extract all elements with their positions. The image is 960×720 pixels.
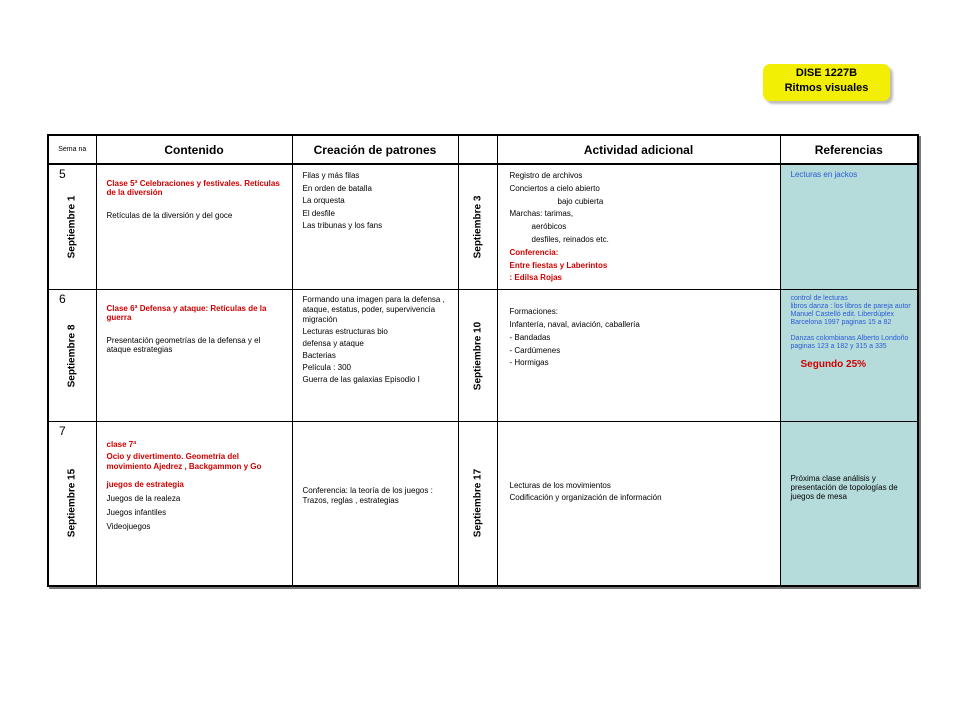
header-row: [48, 135, 918, 164]
pattern-item: Bacterias: [302, 351, 336, 361]
activity-item: Formaciones:: [509, 307, 558, 317]
reference-cell: [780, 290, 918, 422]
week-label: Septiembre 1: [66, 195, 78, 259]
activity-conference: : Edilsa Rojas: [509, 273, 562, 283]
activity-item: - Bandadas: [509, 332, 551, 342]
date-cell: [458, 290, 497, 422]
class-number: 5: [59, 167, 66, 181]
pattern-item: Película : 300: [302, 363, 351, 373]
content-title: Clase 6ª Defensa y ataque: Retículas de la guerra: [106, 304, 267, 323]
activity-item: - Hormigas: [509, 358, 549, 368]
pattern-item: Lecturas estructuras bio: [302, 327, 388, 337]
activity-cell: [497, 422, 780, 586]
pattern-item: Las tribunas y los fans: [302, 221, 383, 230]
date-cell: [458, 422, 497, 586]
activity-conference: Conferencia:: [509, 247, 559, 257]
activity-item: Codificación y organización de información: [509, 493, 662, 503]
content-cell: [96, 290, 292, 422]
pattern-item: Filas y más filas: [302, 171, 360, 180]
content-text: Presentación geometrías de la defensa y el ataque estrategias: [106, 336, 261, 355]
activity-item: Registro de archivos: [509, 171, 583, 180]
header-contenido: Contenido: [96, 135, 292, 164]
patterns-cell: [292, 422, 458, 586]
course-subtitle: Ritmos visuales: [784, 82, 869, 94]
table-row: [48, 422, 918, 586]
activity-item: desfiles, reinados etc.: [531, 234, 609, 244]
header-creacion: Creación de patrones: [292, 135, 458, 164]
pattern-item: La orquesta: [302, 196, 345, 205]
activity-item: Infantería, naval, aviación, caballería: [509, 319, 640, 329]
content-text: Retículas de la diversión y del goce: [106, 211, 233, 220]
class-number: 7: [59, 424, 66, 439]
content-title: Ocio y divertimento. Geometría del movimiento Ajedrez , Backgammon y Go: [106, 452, 262, 472]
grade-percentage: Segundo 25%: [800, 359, 867, 371]
header-semana: Sema na: [48, 135, 96, 164]
activity-conference: Entre fiestas y Laberintos: [509, 260, 608, 270]
week-cell: [48, 164, 96, 290]
activity-cell: [497, 290, 780, 422]
content-title: Clase 5ª Celebraciones y festivales. Retículas de la diversión: [106, 179, 280, 197]
table-row: [48, 290, 918, 422]
header-blank: [458, 135, 497, 164]
pattern-item: defensa y ataque: [302, 339, 364, 349]
course-badge: [763, 64, 890, 101]
patterns-cell: [292, 290, 458, 422]
pattern-item: Guerra de las galaxias Episodio I: [302, 375, 420, 385]
activity-cell: [497, 164, 780, 290]
activity-item: Marchas: tarimas,: [509, 209, 574, 219]
schedule-table: [47, 134, 919, 587]
week-label: Septiembre 15: [66, 469, 78, 538]
pattern-item: Formando una imagen para la defensa , ataque, estatus, poder, supervivencia migración: [302, 295, 445, 325]
activity-item: Lecturas de los movimientos: [509, 481, 611, 491]
reference-text: Próxima clase análisis y presentación de topologías de juegos de mesa: [790, 474, 898, 502]
activity-item: Conciertos a cielo abierto: [509, 183, 600, 193]
activity-item: - Cardúmenes: [509, 345, 561, 355]
date-label: Septiembre 17: [472, 469, 483, 538]
header-referencias: Referencias: [780, 135, 918, 164]
activity-item: aeróbicos: [531, 222, 567, 232]
date-cell: [458, 164, 497, 290]
content-title: clase 7ª: [106, 440, 137, 450]
date-label: Septiembre 3: [472, 195, 483, 259]
pattern-item: El desfile: [302, 208, 335, 218]
header-actividad: Actividad adicional: [497, 135, 780, 164]
week-cell: [48, 422, 96, 586]
reference-text: Lecturas en jackos: [790, 170, 858, 179]
content-text: Videojuegos: [106, 522, 151, 532]
reference-text: Danzas colombianas Alberto Londoño paginas 123 a 182 y 315 a 335: [790, 335, 909, 351]
reference-cell: [780, 164, 918, 290]
week-cell: [48, 290, 96, 422]
reference-cell: [780, 422, 918, 586]
date-label: Septiembre 10: [472, 321, 483, 390]
content-text: Juegos de la realeza: [106, 494, 181, 504]
reference-text: control de lecturas: [790, 295, 848, 303]
course-code: DISE 1227B: [795, 67, 858, 79]
content-cell: [96, 164, 292, 290]
patterns-cell: [292, 164, 458, 290]
content-cell: [96, 422, 292, 586]
activity-item: bajo cubierta: [557, 196, 604, 206]
reference-text: libros danza : los libros de pareja autor Manuel Castelló edit. Liberdúplex Barcelona 1997 paginas 15 a 82: [790, 303, 911, 327]
pattern-item: Conferencia: la teoría de los juegos : Trazos, reglas , estrategias: [302, 486, 433, 506]
content-subtitle: juegos de estrategia: [106, 480, 184, 490]
class-number: 6: [59, 292, 66, 307]
table-row: [48, 164, 918, 290]
pattern-item: En orden de batalla: [302, 183, 372, 193]
content-text: Juegos infantiles: [106, 508, 167, 518]
week-label: Septiembre 8: [66, 324, 78, 388]
